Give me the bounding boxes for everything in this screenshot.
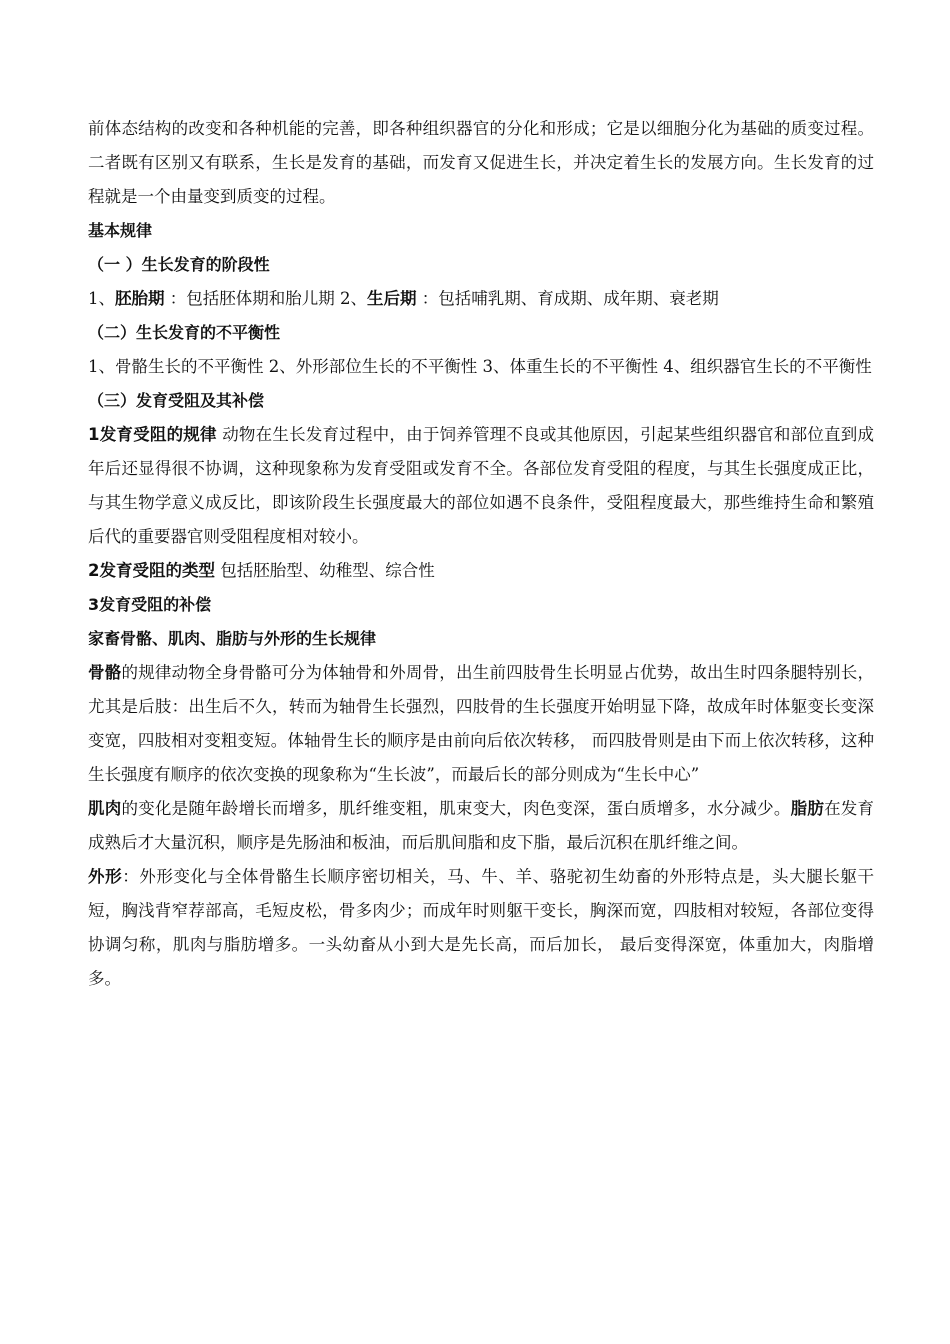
s1-term-postnatal: 生后期 (367, 289, 417, 308)
document-page (88, 112, 874, 996)
s3-p1-body: 动物在生长发育过程中，由于饲养管理不良或其他原因，引起某些组织器官和部位直到成年后还显得很不协调，这种现象称为发育受阻或发育不全。各部位发育受阻的程度，与其生长强度成正比，与其生物学意义成反比，即该阶段生长强度最大的部位如遇不良条件，受阻程度最大，那些维持生命和繁殖后代的重要器官则受阻程度相对较小。 (88, 425, 874, 546)
s3-p2 (88, 554, 874, 588)
s3-p1-label: 1发育受阻的规律 (88, 425, 217, 444)
s3-p3-label: 3发育受阻的补偿 (88, 595, 212, 614)
s3-p1 (88, 418, 874, 554)
intro-paragraph: 前体态结构的改变和各种机能的完善，即各种组织器官的分化和形成；它是以细胞分化为基础的质变过程。二者既有区别又有联系，生长是发育的基础，而发育又促进生长，并决定着生长的发展方向。生长发育的过程就是一个由量变到质变的过程。 (88, 119, 874, 206)
s1-desc-embryo: ：包括胚体期和胎儿期 2、 (164, 289, 367, 308)
s3-p2-body: 包括胚胎型、幼稚型、综合性 (214, 561, 435, 580)
s4-shape-body: ：外形变化与全体骨骼生长顺序密切相关，马、牛、羊、骆驼初生幼畜的外形特点是，头大腿长躯干短，胸浅背窄荐部高，毛短皮松，骨多肉少；而成年时则躯干变长，胸深而宽，四肢相对较短，各部位变得协调匀称，肌肉与脂肪增多。一头幼畜从小到大是先长高，而后加长， 最后变得深宽，体重加大，肉脂增多。 (88, 867, 875, 988)
s1-paragraph (88, 282, 874, 316)
s4-bone-paragraph (88, 656, 874, 792)
s4-fat-body: 在发育成熟后才大量沉积，顺序是先肠油和板油，而后肌间脂和皮下脂，最后沉积在肌纤维之间。 (88, 799, 875, 852)
s4-shape-paragraph (88, 860, 874, 996)
s3-p2-label: 2发育受阻的类型 (88, 561, 215, 580)
s2-heading: （二）生长发育的不平衡性 (88, 323, 281, 342)
s2-paragraph: 1、骨骼生长的不平衡性 2、外形部位生长的不平衡性 3、体重生长的不平衡性 4、组织器官生长的不平衡性 (88, 357, 872, 376)
s4-fat-label: 脂肪 (790, 799, 825, 818)
s4-muscle-label: 肌肉 (88, 799, 122, 818)
s1-num: 1、 (88, 289, 115, 308)
s3-heading: （三）发育受阻及其补偿 (88, 391, 265, 410)
s1-desc-postnatal: ：包括哺乳期、育成期、成年期、衰老期 (416, 289, 719, 308)
s4-bone-body: 的规律动物全身骨骼可分为体轴骨和外周骨，出生前四肢骨生长明显占优势，故出生时四条腿特别长，尤其是后肢：出生后不久，转而为轴骨生长强烈，四肢骨的生长强度开始明显下降，故成年时体躯变长变深变宽，四肢相对变粗变短。体轴骨生长的顺序是由前向后依次转移， 而四肢骨则是由下而上依次转移，这种生长强度有顺序的依次变换的现象称为“生长波”，而最后长的部分则成为“生长中心” (88, 663, 875, 784)
s4-shape-label: 外形 (88, 867, 123, 886)
s4-heading: 家畜骨骼、肌肉、脂肪与外形的生长规律 (88, 629, 377, 648)
s4-muscle-fat-paragraph (88, 792, 874, 860)
s4-muscle-body: 的变化是随年龄增长而增多，肌纤维变粗，肌束变大，肉色变深，蛋白质增多，水分减少。 (121, 799, 791, 818)
s4-bone-label: 骨骼 (88, 663, 122, 682)
section-basic-heading: 基本规律 (88, 221, 153, 240)
s1-term-embryo: 胚胎期 (115, 289, 165, 308)
s1-heading: （一 ）生长发育的阶段性 (88, 255, 270, 274)
